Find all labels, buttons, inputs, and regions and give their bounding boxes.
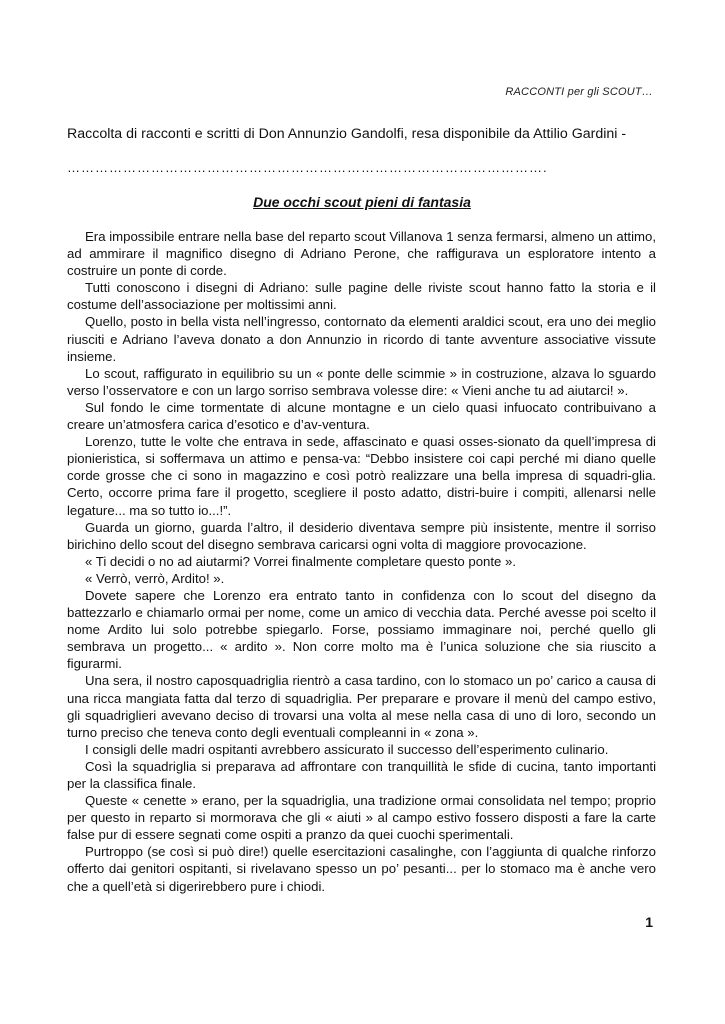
paragraph: Queste « cenette » erano, per la squadriglia, una tradizione ormai consolidata nel tempo; proprio per questo in reparto si mormorava che gli « aiuti » al campo estivo fossero disposti a fare la carte false pur di essere segnati come ospiti a pranzo da quei cuochi sperimentali. [67, 793, 656, 843]
paragraph: Quello, posto in bella vista nell’ingresso, contornato da elementi araldici scout, era uno dei meglio riusciti e Adriano l’aveva donato a don Annunzio in ricordo di tante avventure associative vissute insieme. [67, 314, 656, 364]
paragraph: Guarda un giorno, guarda l’altro, il desiderio diventava sempre più insistente, mentre il sorriso birichino dello scout del disegno sembrava caricarsi ogni volta di maggiore provocazione. [67, 519, 656, 552]
paragraph: « Ti decidi o no ad aiutarmi? Vorrei finalmente completare questo ponte ». [85, 553, 517, 569]
paragraph: Purtroppo (se così si può dire!) quelle esercitazioni casalinghe, con l’aggiunta di qualche rinforzo offerto dai genitori ospitanti, si rivelavano spesso un po’ pesanti... per lo stomaco ma è anche vero che a quell’età si digerirebbero pure i chiodi. [67, 844, 656, 894]
paragraph: Lo scout, raffigurato in equilibrio su un « ponte delle scimmie » in costruzione, alzava lo sguardo verso l’osservatore e con un largo sorriso sembrava volesse dire: « Vieni anche tu ad aiutarci! ». [67, 365, 656, 398]
story-body [67, 228, 656, 895]
story-title: Due occhi scout pieni di fantasia [253, 194, 471, 210]
paragraph: I consigli delle madri ospitanti avrebbero assicurato il successo dell’esperimento culinario. [85, 741, 609, 757]
paragraph: Dovete sapere che Lorenzo era entrato tanto in confidenza con lo scout del disegno da battezzarlo e chiamarlo ormai per nome, come un amico di vecchia data. Perché avesse poi scelto il nome Ardito lui solo potrebbe spiegarlo. Forse, possiamo immaginare noi, perché quello gli sembrava un progetto... « ardito ». Non corre molto ma è l’unica soluzione che sia riuscito a figurarmi. [67, 587, 656, 672]
paragraph: Una sera, il nostro caposquadriglia rientrò a casa tardino, con lo stomaco un po’ carico a causa di una ricca mangiata fatta dal terzo di squadriglia. Per preparare e provare il menù del campo estivo, gli squadriglieri avevano deciso di trovarsi una volta al mese nella casa di uno di loro, secondo un turno preciso che teneva conto degli eventuali compleanni in « zona ». [67, 673, 656, 740]
running-header: RACCONTI per gli SCOUT… [505, 86, 653, 98]
paragraph: Tutti conoscono i disegni di Adriano: sulle pagine delle riviste scout hanno fatto la storia e il costume dell’associazione per moltissimi anni. [67, 280, 656, 313]
paragraph: Lorenzo, tutte le volte che entrava in sede, affascinato e quasi osses-sionato da quell’impresa di pionieristica, si soffermava un attimo e pensa-va: “Debbo insistere coi capi perché mi diano quelle corde grosse che ci sono in magazzino e così potrò realizzare una bella impresa di squadri-glia. Certo, occorre prima fare il progetto, scegliere il posto adatto, distri-buire i compiti, allenarsi nelle legature... ma so tutto io...!”. [67, 434, 656, 518]
paragraph: Sul fondo le cime tormentate di alcune montagne e un cielo quasi infuocato contribuivano a creare un’atmosfera carica d’esotico e d’av-ventura. [67, 399, 656, 433]
page-number: 1 [645, 914, 653, 930]
intro-text: Raccolta di racconti e scritti di Don Annunzio Gandolfi, resa disponibile da Attilio Gardini - [67, 126, 627, 142]
paragraph: Era impossibile entrare nella base del reparto scout Villanova 1 senza fermarsi, almeno un attimo, ad ammirare il magnifico disegno di Adriano Perone, che raffigurava un esploratore intento a costruire un ponte di corde. [67, 229, 656, 279]
paragraph: Così la squadriglia si preparava ad affrontare con tranquillità le sfide di cucina, tanto importanti per la classifica finale. [67, 758, 656, 791]
separator-line: …………………………………………………………………………………………. [67, 160, 548, 175]
paragraph: « Verrò, verrò, Ardito! ». [85, 570, 225, 586]
